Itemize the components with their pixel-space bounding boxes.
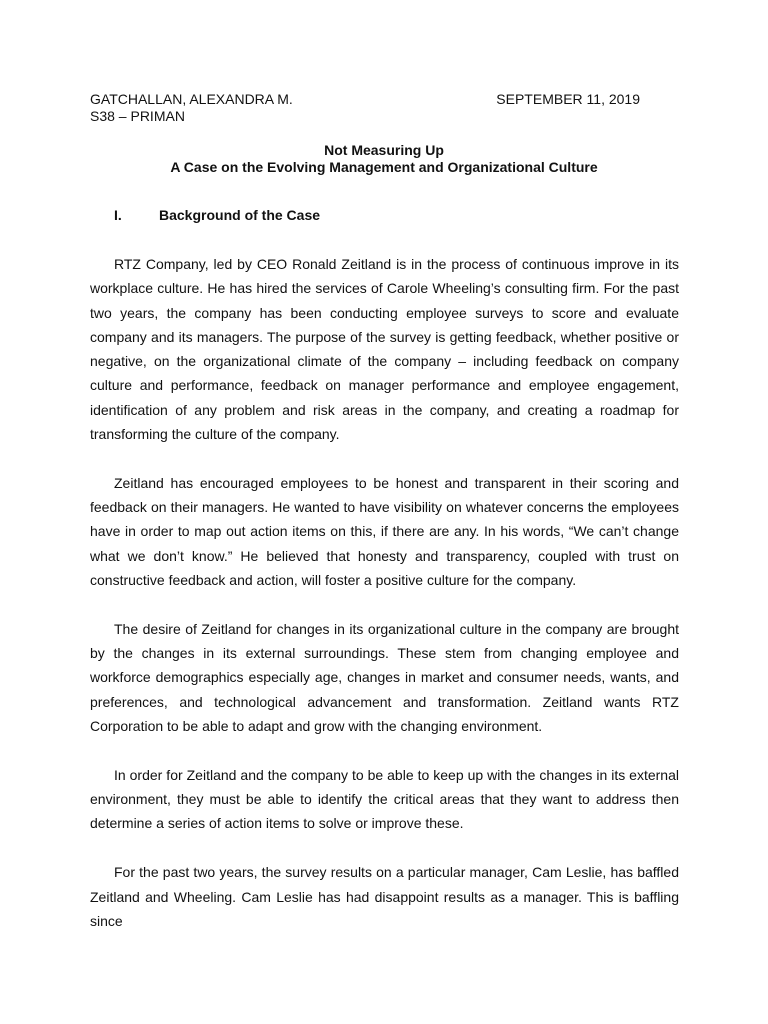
class-section: S38 – PRIMAN [90, 108, 185, 124]
document-body [90, 252, 679, 958]
document-date: SEPTEMBER 11, 2019 [496, 91, 640, 107]
section-heading-text: Background of the Case [159, 207, 321, 223]
body-paragraph: RTZ Company, led by CEO Ronald Zeitland is in the process of continuous improve in its workplace culture. He has hired the services of Carole Wheeling’s consulting firm. For the past two years, the company has been conducting employee surveys to score and evaluate company and its managers. The purpose of the survey is getting feedback, whether positive or negative, on the organizational climate of the company – including feedback on company culture and performance, feedback on manager performance and employee engagement, identification of any problem and risk areas in the company, and creating a roadmap for transforming the culture of the company. [90, 256, 679, 443]
body-paragraph: The desire of Zeitland for changes in its organizational culture in the company are brought by the changes in its external surroundings. These stem from changing employee and workforce demographics especially age, changes in market and consumer needs, wants, and preferences, and technological advancement and transformation. Zeitland wants RTZ Corporation to be able to adapt and grow with the changing environment. [90, 620, 679, 735]
document-title: Not Measuring Up [324, 142, 444, 158]
body-paragraph: In order for Zeitland and the company to be able to keep up with the changes in its external environment, they must be able to identify the critical areas that they want to address then determine a series of action items to solve or improve these. [90, 766, 679, 832]
section-heading [90, 207, 320, 224]
body-paragraph: For the past two years, the survey results on a particular manager, Cam Leslie, has baffled Zeitland and Wheeling. Cam Leslie has had disappoint results as a manager. This is baffling since [90, 864, 679, 929]
author-name: GATCHALLAN, ALEXANDRA M. [90, 91, 293, 107]
body-paragraph: Zeitland has encouraged employees to be honest and transparent in their scoring and feedback on their managers. He wanted to have visibility on whatever concerns the employees have in order to map out action items on this, if there are any. In his words, “We can’t change what we don’t know.” He believed that honesty and transparency, coupled with trust on constructive feedback and action, will foster a positive culture for the company. [90, 474, 679, 589]
document-title-block [90, 142, 678, 176]
section-numeral: I. [114, 207, 122, 223]
document-subtitle: A Case on the Evolving Management and Organizational Culture [170, 159, 598, 175]
